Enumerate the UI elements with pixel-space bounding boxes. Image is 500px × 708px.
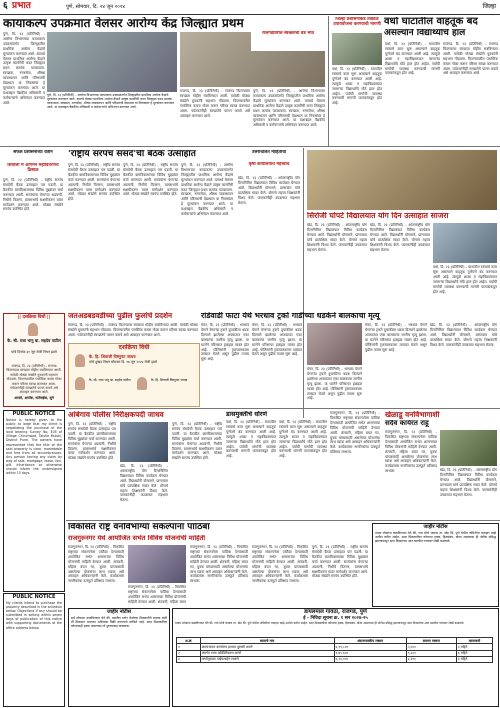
mid-right-col: खेड, दि. २३ (प्रतिनिधी) - आंतरराष्ट्रीय योग दिनानिमित्त विद्यालयात विविध कार्यक्रम घेण्यात आले. विद्यार्थ्यांनी योगासने, प्राणायाम यांचे प्रात्यक्षिक सादर केले. योगाचे महत्त्व शिक्षकांनी विशद केले. पालकांनीही उपक्रमात सहभाग घेतला. xyxy=(238,176,300,205)
left-col-text: पुणे, दि. २३ (प्रतिनिधी) - राष्ट्रीय सरपंच संसदेची बैठक उत्साहात पार पडली. या बैठकीत ग्रामविकासाच्या विविध मुद्द्यांवर चर्चा करण्यात आली. सरपंचांना येणाऱ्या अडचणी, निधीचे वितरण, ग्रामसभांचे सक्षमीकरण यावर मार्गदर्शन करण्यात आले. मोठ्या संख्येने सरपंच उपस्थित होते. xyxy=(3,178,63,212)
chelhu-sub: सदैव कार्यरत राहू xyxy=(385,420,429,427)
table-cell: ३ xyxy=(177,656,201,662)
public-notice-body: Notice is hereby given to the public at large that my client is negotiating the purchase of the land bearing Survey No. 405 of Village Chinchwad, Taluka Mulshi, District Pune. The owners have represented that the title of the said property is clear, marketable and free from all encumbrances. Any person having any claim by way of sale, mortgage, lease, lien, gift, inheritance or otherwise should inform the undersigned within 15 days. xyxy=(6,418,62,476)
accident-col-3: मंचर, दि. २३ (प्रतिनिधी) - भरधाव वेगाने येणाऱ्या ट्रकने दुचाकीला धडक दिल्याने झालेल्या अपघातात एका बालकाचा जागीच मृत्यू झाला. या घटनेने परिसरात हळहळ व्यक्त होत आहे. पोलिसांनी ट्रकचालकाला ताब्यात घेतले असून पुढील तपास सुरू आहे. xyxy=(307,367,362,401)
obituary-family: आपले, आप्तेष्ट, नातेवाईक, सुने xyxy=(14,396,54,400)
right-top-col-3: राजगड, दि. २३ (प्रतिनिधी) - राजगड किल्ल्यावर स्वच्छता मोहीम राबविण्यात आली. यावेळी मोठ्या संख्येने युवकांनी सहभाग नोंदवला. किल्ल्यावरील प्लास्टिक कचरा गोळा करून परिसर स्वच्छ करण्यात आला. पर्यटकांनीही स्वच्छतेचे पालन करावे असे आवाहन करण्यात आले. xyxy=(443,42,498,76)
legal-notice-box-2 xyxy=(68,608,170,707)
table-cell: ग्रामपंचायत कार्यालय इमारत दुरुस्ती करणे xyxy=(200,644,334,650)
dengue-headline: डासमुक्तीचे धोरणे xyxy=(226,411,268,418)
chelhu-photo xyxy=(440,430,497,466)
bottom-headline: विकसित राष्ट्र वनविभाग्या संकल्पाना पाठिंबा xyxy=(68,523,210,532)
ad-line: यांचे दुःखद निधन सोमवार दि. १७ जून २०२४ रोजी झाले xyxy=(89,360,157,364)
obituary-label: || दशक्रिया विधी || xyxy=(17,315,51,320)
table-cell: ४,२०० xyxy=(406,656,456,662)
bottom-photo-caption: राजगुरुनगर, दि. २३ (प्रतिनिधी) - विकसित राष्ट्राच्या संकल्पनेला पाठिंबा देण्यासाठी आयोजित सभेत शासनाच्या विविध योजनांची माहिती देण्यात आली. शेतकरी, महिला बचत xyxy=(128,585,186,604)
table-cell: ३ महिने xyxy=(456,644,492,650)
award-col-1: पुणे, दि. २३ (प्रतिनिधी) - राष्ट्रीय सरपंच संसदेची बैठक उत्साहात पार पडली. या बैठकीत ग्रामविकासाच्या विविध मुद्द्यांवर चर्चा करण्यात आली. सरपंचांना येणाऱ्या अडचणी, निधीचे वितरण, ग्रामसभांचे सक्षमीकरण यावर मार्गदर्शन करण्यात आले. मोठ्या संख्येने सरपंच उपस्थित होते. xyxy=(68,422,116,461)
table-cell: अंतर्गत रस्ता काँक्रीटीकरण करणे xyxy=(200,650,334,656)
tender-col-header: कामाचे नाव xyxy=(200,638,334,644)
public-notice-box xyxy=(3,410,65,592)
obituary-box xyxy=(3,313,65,407)
yoga-photo xyxy=(307,150,497,210)
ad-text-b: कै. हि. शिवाजी विष्णुपंत जाधव xyxy=(151,378,188,382)
dengue-col-1: वर्धा, दि. २३ (प्रतिनिधी) - घाटातील रस्त्याचे काम सुरू असल्याने वाहतूक पूर्णपणे बंद करण्यात आली आहे. त्यामुळे शाळा व महाविद्यालयात जाणाऱ्या विद्यार्थ्यांचे मोठे हाल होत आहेत. पर्यायी मार्गाची व्यवस्था करण्याची मागणी पालकांकडून होत आहे. xyxy=(226,420,276,459)
sarpanch-col-3: पुणे, दि. २३ (प्रतिनिधी) - आरोग्य विभागाच्या कायाकल्प उपक्रमांतर्गत जिल्ह्यातील प्राथमिक आरोग्य केंद्रांचे मूल्यांकन करण्यात आले. यामध्ये वेलसर प्राथमिक आरोग्य केंद्राने उत्कृष्ट कामगिरी करत जिल्ह्यात प्रथम क्रमांक पटकावला. स्वच्छता, रुग्णसेवा, औषध व्यवस्थापन आणि परिसराची देखभाल या निकषांवर हे मूल्यांकन करण्यात आले. या यशाबद्दल वैद्यकीय अधिकारी व कर्मचाऱ्यांचे अभिनंदन करण्यात आले. xyxy=(181,163,233,217)
award-photo xyxy=(120,422,168,462)
bottom-photo xyxy=(128,545,186,583)
ad-title: दशक्रिया विधी xyxy=(118,344,150,351)
chelhu-headline: खेळाडू वनविभागाशी xyxy=(385,411,440,419)
award-headline: आंबेगाव पोलीस निरीक्षकपदी जाधव xyxy=(68,411,164,419)
column-rule xyxy=(303,148,304,418)
row-rule xyxy=(0,146,500,147)
obituary-person: कै. सौ. राधा भानु बा. सहदेव पाटील xyxy=(7,338,61,343)
right-top-headline-2: असल्याने विद्यार्थ्यांचे हाल xyxy=(384,29,466,38)
table-cell: ९,८०० xyxy=(406,650,456,656)
bottom-col-3: राजगुरुनगर, दि. २३ (प्रतिनिधी) - विकसित राष्ट्राच्या संकल्पनेला पाठिंबा देण्यासाठी आयोजित सभेत शासनाच्या विविध योजनांची माहिती देण्यात आली. शेतकरी, महिला बचत गट, युवक यांच्यासाठी असलेल्या योजनांचा लाभ घ्यावा असे आवाहन अधिकाऱ्यांनी केले. कार्यक्रमास नागरिकांचा उत्स्फूर्त प्रतिसाद लाभला. xyxy=(252,545,308,584)
row-rule xyxy=(66,520,500,521)
mid-right-kicker: उत्तरांचलित माहितीचा xyxy=(251,150,287,155)
yoga-col-1: खेड, दि. २३ (प्रतिनिधी) - आंतरराष्ट्रीय योग दिनानिमित्त विद्यालयात विविध कार्यक्रम घेण्यात आले. विद्यार्थ्यांनी योगासने, प्राणायाम यांचे प्रात्यक्षिक सादर केले. योगाचे महत्त्व शिक्षकांनी विशद केले. पालकांनीही उपक्रमात सहभाग घेतला. xyxy=(307,223,367,252)
accident-col-1: मंचर, दि. २३ (प्रतिनिधी) - भरधाव वेगाने येणाऱ्या ट्रकने दुचाकीला धडक दिल्याने झालेल्या अपघातात एका बालकाचा जागीच मृत्यू झाला. या घटनेने परिसरात हळहळ व्यक्त होत आहे. पोलिसांनी ट्रकचालकाला ताब्यात घेतले असून पुढील तपास सुरू आहे. xyxy=(201,323,249,362)
yoga-headline: सिरोजी घोपटे विद्यालयात योग दिन उत्साहात साजरा xyxy=(307,212,449,220)
table-cell: ४,९९,८०० xyxy=(334,644,406,650)
tender-title: डायलमाल गावठा, राजगड, पुणे xyxy=(304,609,367,615)
sarpanch-col-1: पुणे, दि. २३ (प्रतिनिधी) - राष्ट्रीय सरपंच संसदेची बैठक उत्साहात पार पडली. या बैठकीत ग्रामविकासाच्या विविध मुद्द्यांवर चर्चा करण्यात आली. सरपंचांना येणाऱ्या अडचणी, निधीचे वितरण, ग्रामसभांचे सक्षमीकरण यावर मार्गदर्शन करण्यात आले. मोठ्या संख्येने सरपंच उपस्थित होते. xyxy=(68,163,120,202)
accident-col-5: खेड, दि. २३ (प्रतिनिधी) - आंतरराष्ट्रीय योग दिनानिमित्त विद्यालयात विविध कार्यक्रम घेण्यात आले. विद्यार्थ्यांनी योगासने, प्राणायाम यांचे प्रात्यक्षिक सादर केले. योगाचे महत्त्व शिक्षकांनी विशद केले. पालकांनीही उपक्रमात सहभाग घेतला. xyxy=(430,323,497,347)
legal-notice-box xyxy=(372,523,499,607)
page-number: ६ xyxy=(3,1,8,11)
main-photo-1-caption: पुणे, दि. २३ (प्रतिनिधी) - आरोग्य विभागाच्या कायाकल्प उपक्रमांतर्गत जिल्ह्यातील प्राथमिक आरोग्य केंद्रांचे मूल्यांकन करण्यात आले. यामध्ये वेलसर प्राथमिक आरोग्य केंद्राने उत्कृष्ट कामगिरी करत जिल्ह्यात प्रथम क्रमांक पटकावला. स्वच्छता, रुग्णसेवा, औषध व्यवस्थापन आणि परिसराची देखभाल या निकषांवर हे मूल्यांकन करण्यात आले. या यशाबद्दल वैद्यकीय अधिकारी व कर्मचाऱ्यांचे अभिनंदन करण्यात आले. xyxy=(47,93,175,109)
table-cell: ४,२०,००० xyxy=(334,656,406,662)
left-col-sub: शिवाजी मे आगमने महावितरणचे ढिसाळ xyxy=(7,163,59,174)
legal-notice-2-body: सर्व लोकांना कळविण्यात येते की, खालील वर्णन केलेल्या मिळकतीचे मालक यांनी ती मिळकत आमच्या अशिलास विक्री करण्याचे ठरविले आहे. सदर मिळकतीवर कोणाचाही हक्क असल्यास तो पुराव्यासह कळवावा. xyxy=(71,616,167,629)
tender-col-header: बयाणा रक्कम xyxy=(406,638,456,644)
dengue-col-3: राजगुरुनगर, दि. २३ (प्रतिनिधी) - विकसित राष्ट्राच्या संकल्पनेला पाठिंबा देण्यासाठी आयोजित सभेत शासनाच्या विविध योजनांची माहिती देण्यात आली. शेतकरी, महिला बचत गट, युवक यांच्यासाठी असलेल्या योजनांचा लाभ घ्यावा असे आवाहन अधिकाऱ्यांनी केले. कार्यक्रमास नागरिकांचा उत्स्फूर्त प्रतिसाद लाभला. xyxy=(330,411,380,455)
yoga-photo-2 xyxy=(433,223,497,263)
main-story-col-3: पुणे, दि. २३ (प्रतिनिधी) - आरोग्य विभागाच्या कायाकल्प उपक्रमांतर्गत जिल्ह्यातील प्राथमिक आरोग्य केंद्रांचे मूल्यांकन करण्यात आले. यामध्ये वेलसर प्राथमिक आरोग्य केंद्राने उत्कृष्ट कामगिरी करत जिल्ह्यात प्रथम क्रमांक पटकावला. स्वच्छता, रुग्णसेवा, औषध व्यवस्थापन आणि परिसराची देखभाल या निकषांवर हे मूल्यांकन करण्यात आले. या यशाबद्दल वैद्यकीय अधिकारी व कर्मचाऱ्यांचे अभिनंदन करण्यात आले. xyxy=(253,89,325,128)
chelhu-col-2: खेड, दि. २३ (प्रतिनिधी) - आंतरराष्ट्रीय योग दिनानिमित्त विद्यालयात विविध कार्यक्रम घेण्यात आले. विद्यार्थ्यांनी योगासने, प्राणायाम यांचे प्रात्यक्षिक सादर केले. योगाचे महत्त्व शिक्षकांनी विशद केले. पालकांनीही उपक्रमात सहभाग घेतला. xyxy=(440,468,497,497)
table-row xyxy=(177,656,493,662)
accident-photo xyxy=(307,323,362,365)
condolence-ad xyxy=(68,343,200,407)
ad-text-a: कै. सौ. राधा भानु बा. सहदेव पाटील xyxy=(89,378,131,382)
table-cell: ५,००० xyxy=(406,644,456,650)
bottom-col-2: राजगुरुनगर, दि. २३ (प्रतिनिधी) - विकसित राष्ट्राच्या संकल्पनेला पाठिंबा देण्यासाठी आयोजित सभेत शासनाच्या विविध योजनांची माहिती देण्यात आली. शेतकरी, महिला बचत गट, युवक यांच्यासाठी असलेल्या योजनांचा लाभ घ्यावा असे आवाहन अधिकाऱ्यांनी केले. कार्यक्रमास नागरिकांचा उत्स्फूर्त प्रतिसाद लाभला. xyxy=(190,545,248,584)
table-cell: २ xyxy=(177,650,201,656)
tender-col-header: अ.क्र xyxy=(177,638,201,644)
right-top-col-2: वर्धा, दि. २३ (प्रतिनिधी) - घाटातील रस्त्याचे काम सुरू असल्याने वाहतूक पूर्णपणे बंद करण्यात आली आहे. त्यामुळे शाळा व महाविद्यालयात जाणाऱ्या विद्यार्थ्यांचे मोठे हाल होत आहेत. पर्यायी मार्गाची व्यवस्था करण्याची मागणी पालकांकडून होत आहे. xyxy=(385,42,440,76)
main-kicker: राजगडावरील स्वच्छतेची वेड भाव xyxy=(251,31,325,51)
legal-notice-title: जाहीर नोटीस xyxy=(423,524,448,530)
obituary-photo xyxy=(28,323,38,336)
tender-body: तमाम लोकांना कळविण्यात येते की, गाव मौजे चाकण ता. खेड जि. पुणे येथील जमिनीचा व्यवहार माझे अशील करीत आहेत. सदर मिळकतीवर कोणाचा हक्क, हितसंबंध, बोजा असल्यास ही नोटीस प्रसिद्ध झाल्यापासून सात दिवसांच्या आत खालील पत्त्यावर लेखी कळवावे. xyxy=(175,621,465,625)
ad-photo-2 xyxy=(75,377,85,390)
table-cell: १ xyxy=(177,644,201,650)
jatra-text: राजगड, दि. २३ (प्रतिनिधी) - राजगड किल्ल्यावर स्वच्छता मोहीम राबविण्यात आली. यावेळी मोठ्या संख्येने युवकांनी सहभाग नोंदवला. किल्ल्यावरील प्लास्टिक कचरा गोळा करून परिसर स्वच्छ करण्यात आला. पर्यटकांनीही स्वच्छतेचे पालन करावे असे आवाहन करण्यात आले. xyxy=(68,323,198,337)
dengue-col-2: वर्धा, दि. २३ (प्रतिनिधी) - घाटातील रस्त्याचे काम सुरू असल्याने वाहतूक पूर्णपणे बंद करण्यात आली आहे. त्यामुळे शाळा व महाविद्यालयात जाणाऱ्या विद्यार्थ्यांचे मोठे हाल होत आहेत. पर्यायी मार्गाची व्यवस्था करण्याची मागणी पालकांकडून होत आहे. xyxy=(279,420,327,459)
right-top-photo xyxy=(332,33,382,65)
public-notice-2-body: My clients intend to purchase the property described in the schedule below. Objections if any should be submitted in writing within seven days of publication of this notice with supporting documents at the office address below. xyxy=(6,601,62,630)
right-top-headline-1: वर्धा घाटातील वाहतूक बंद xyxy=(384,17,478,27)
column-rule xyxy=(328,16,329,146)
public-notice-box-2 xyxy=(3,593,65,707)
legal-notice-2-title: जाहीर नोटीस xyxy=(106,609,131,615)
tender-sub: ई - निविदा सूचना क्र. १ सन २०२४-२५ xyxy=(303,616,368,621)
page-header xyxy=(0,0,500,15)
right-top-kicker: जिल्हा प्रशासनाकडे तत्काळ उपाययोजना करण्याची मागणी xyxy=(333,17,381,28)
obituary-body: राजगड, दि. २३ (प्रतिनिधी) - राजगड किल्ल्यावर स्वच्छता मोहीम राबविण्यात आली. यावेळी मोठ्या संख्येने युवकांनी सहभाग नोंदवला. किल्ल्यावरील प्लास्टिक कचरा गोळा करून परिसर स्वच्छ करण्यात आला. पर्यटकांनीही स्वच्छतेचे पालन करावे असे आवाहन करण्यात आले. xyxy=(6,364,62,395)
mid-right-sub: कृषी कार्यालयाचे महत्त्वाचे xyxy=(248,162,290,167)
bottom-col-1: राजगुरुनगर, दि. २३ (प्रतिनिधी) - विकसित राष्ट्राच्या संकल्पनेला पाठिंबा देण्यासाठी आयोजित सभेत शासनाच्या विविध योजनांची माहिती देण्यात आली. शेतकरी, महिला बचत गट, युवक यांच्यासाठी असलेल्या योजनांचा लाभ घ्यावा असे आवाहन अधिकाऱ्यांनी केले. कार्यक्रमास नागरिकांचा उत्स्फूर्त प्रतिसाद लाभला. xyxy=(68,545,124,584)
table-cell: पाणीपुरवठा पाईपलाईन टाकणे xyxy=(200,656,334,662)
table-cell: ३ महिने xyxy=(456,656,492,662)
award-col-3: पुणे, दि. २३ (प्रतिनिधी) - राष्ट्रीय सरपंच संसदेची बैठक उत्साहात पार पडली. या बैठकीत ग्रामविकासाच्या विविध मुद्द्यांवर चर्चा करण्यात आली. सरपंचांना येणाऱ्या अडचणी, निधीचे वितरण, ग्रामसभांचे सक्षमीकरण यावर मार्गदर्शन करण्यात आले. मोठ्या संख्येने सरपंच उपस्थित होते. xyxy=(172,422,222,461)
yoga-col-3: वर्धा, दि. २३ (प्रतिनिधी) - घाटातील रस्त्याचे काम सुरू असल्याने वाहतूक पूर्णपणे बंद करण्यात आली आहे. त्यामुळे शाळा व महाविद्यालयात जाणाऱ्या विद्यार्थ्यांचे मोठे हाल होत आहेत. पर्यायी मार्गाची व्यवस्था करण्याची मागणी पालकांकडून होत आहे. xyxy=(433,265,497,294)
obituary-line: यांचे दिनांक ३० जून रोजी निधन झाले xyxy=(11,350,57,354)
row-rule xyxy=(66,408,500,409)
ad-photo-3 xyxy=(137,377,147,390)
masthead-logo: प्रभात xyxy=(12,1,31,11)
section-label: जिल्हा xyxy=(482,3,496,10)
tender-col-header: अंदाजपत्रकीय रक्कम xyxy=(334,638,406,644)
public-notice-2-title: PUBLIC NOTICE xyxy=(12,594,56,600)
main-photo-1 xyxy=(47,32,177,92)
award-col-2: खेड, दि. २३ (प्रतिनिधी) - आंतरराष्ट्रीय योग दिनानिमित्त विद्यालयात विविध कार्यक्रम घेण्यात आले. विद्यार्थ्यांनी योगासने, प्राणायाम यांचे प्रात्यक्षिक सादर केले. योगाचे महत्त्व शिक्षकांनी विशद केले. पालकांनीही उपक्रमात सहभाग घेतला. xyxy=(120,464,168,503)
tender-col-header: कालावधी xyxy=(456,638,492,644)
bottom-col-4: पुणे, दि. २३ (प्रतिनिधी) - राष्ट्रीय सरपंच संसदेची बैठक उत्साहात पार पडली. या बैठकीत ग्रामविकासाच्या विविध मुद्द्यांवर चर्चा करण्यात आली. सरपंचांना येणाऱ्या अडचणी, निधीचे वितरण, ग्रामसभांचे सक्षमीकरण यावर मार्गदर्शन करण्यात आले. मोठ्या संख्येने सरपंच उपस्थित होते. xyxy=(312,545,368,579)
table-cell: ९,७५,६०० xyxy=(334,650,406,656)
bottom-sub: राजगुरुनगर येथे आयोजित सभेत विविध योजनांची माहिती xyxy=(68,535,206,542)
legal-notice-body: तमाम लोकांना कळविण्यात येते की, गाव मौजे चाकण ता. खेड जि. पुणे येथील जमिनीचा व्यवहार माझे अशील करीत आहेत. सदर मिळकतीवर कोणाचा हक्क, हितसंबंध, बोजा असल्यास ही नोटीस प्रसिद्ध झाल्यापासून सात दिवसांच्या आत खालील पत्त्यावर लेखी कळवावे. xyxy=(375,531,496,544)
accident-col-2: मंचर, दि. २३ (प्रतिनिधी) - भरधाव वेगाने येणाऱ्या ट्रकने दुचाकीला धडक दिल्याने झालेल्या अपघातात एका बालकाचा जागीच मृत्यू झाला. या घटनेने परिसरात हळहळ व्यक्त होत आहे. पोलिसांनी ट्रकचालकाला ताब्यात घेतले असून पुढील तपास सुरू आहे. xyxy=(252,323,302,357)
yoga-col-2: खेड, दि. २३ (प्रतिनिधी) - आंतरराष्ट्रीय योग दिनानिमित्त विद्यालयात विविध कार्यक्रम घेण्यात आले. विद्यार्थ्यांनी योगासने, प्राणायाम यांचे प्रात्यक्षिक सादर केले. योगाचे महत्त्व शिक्षकांनी विशद केले. पालकांनीही उपक्रमात सहभाग घेतला. xyxy=(370,223,430,252)
sarpanch-col-2: पुणे, दि. २३ (प्रतिनिधी) - राष्ट्रीय सरपंच संसदेची बैठक उत्साहात पार पडली. या बैठकीत ग्रामविकासाच्या विविध मुद्द्यांवर चर्चा करण्यात आली. सरपंचांना येणाऱ्या अडचणी, निधीचे वितरण, ग्रामसभांचे सक्षमीकरण यावर मार्गदर्शन करण्यात आले. मोठ्या संख्येने सरपंच उपस्थित होते. xyxy=(123,163,178,197)
accident-col-4: मंचर, दि. २३ (प्रतिनिधी) - भरधाव वेगाने येणाऱ्या ट्रकने दुचाकीला धडक दिल्याने झालेल्या अपघातात एका बालकाचा जागीच मृत्यू झाला. या घटनेने परिसरात हळहळ व्यक्त होत आहे. पोलिसांनी ट्रकचालकाला ताब्यात घेतले असून पुढील तपास सुरू आहे. xyxy=(365,323,427,352)
ad-photo xyxy=(75,354,85,367)
main-story-col-1: पुणे, दि. २३ (प्रतिनिधी) - आरोग्य विभागाच्या कायाकल्प उपक्रमांतर्गत जिल्ह्यातील प्राथमिक आरोग्य केंद्रांचे मूल्यांकन करण्यात आले. यामध्ये वेलसर प्राथमिक आरोग्य केंद्राने उत्कृष्ट कामगिरी करत जिल्ह्यात प्रथम क्रमांक पटकावला. स्वच्छता, रुग्णसेवा, औषध व्यवस्थापन आणि परिसराची देखभाल या निकषांवर हे मूल्यांकन करण्यात आले. या यशाबद्दल वैद्यकीय अधिकारी व कर्मचाऱ्यांचे अभिनंदन करण्यात आले. xyxy=(3,32,45,105)
table-cell: ६ महिने xyxy=(456,650,492,656)
edition-date: पुणे, सोमवार, दि. २४ जून २०२४ xyxy=(66,4,125,10)
chelhu-col-1: राजगुरुनगर, दि. २३ (प्रतिनिधी) - विकसित राष्ट्राच्या संकल्पनेला पाठिंबा देण्यासाठी आयोजित सभेत शासनाच्या विविध योजनांची माहिती देण्यात आली. शेतकरी, महिला बचत गट, युवक यांच्यासाठी असलेल्या योजनांचा लाभ घ्यावा असे आवाहन अधिकाऱ्यांनी केले. कार्यक्रमास नागरिकांचा उत्स्फूर्त प्रतिसाद लाभला. xyxy=(385,430,437,474)
left-col-kicker: सफल प्रशासनाच्या वतीने xyxy=(13,150,53,155)
jatra-headline: जतअडबडवडीच्या पुढील फुलांचे प्रदर्शन xyxy=(68,312,173,320)
ad-name: कै. हि. शिवाजी विष्णुपंत जाधव xyxy=(89,354,136,359)
right-top-col-1: वर्धा, दि. २३ (प्रतिनिधी) - घाटातील रस्त्याचे काम सुरू असल्याने वाहतूक पूर्णपणे बंद करण्यात आली आहे. त्यामुळे शाळा व महाविद्यालयात जाणाऱ्या विद्यार्थ्यांचे मोठे हाल होत आहेत. पर्यायी मार्गाची व्यवस्था करण्याची मागणी पालकांकडून होत आहे. xyxy=(332,67,382,106)
accident-headline: रांडेवाडी फाटा येथे भरधाव ट्रको गाडीच्या धडकेने बालकाचा मृत्यू xyxy=(201,312,380,320)
main-headline: कायाकल्प उपक्रमात वेलसर आरोग्य केंद्र जिल्ह्यात प्रथम xyxy=(3,17,244,30)
public-notice-title: PUBLIC NOTICE xyxy=(12,411,56,417)
main-story-col-2: राजगड, दि. २३ (प्रतिनिधी) - राजगड किल्ल्यावर स्वच्छता मोहीम राबविण्यात आली. यावेळी मोठ्या संख्येने युवकांनी सहभाग नोंदवला. किल्ल्यावरील प्लास्टिक कचरा गोळा करून परिसर स्वच्छ करण्यात आला. पर्यटकांनीही स्वच्छतेचे पालन करावे असे आवाहन करण्यात आले. xyxy=(180,89,250,118)
sarpanch-headline: 'राष्ट्रीय सरपंच संसदे'ची बैठक उत्साहात xyxy=(68,150,196,159)
tender-table xyxy=(176,637,493,663)
